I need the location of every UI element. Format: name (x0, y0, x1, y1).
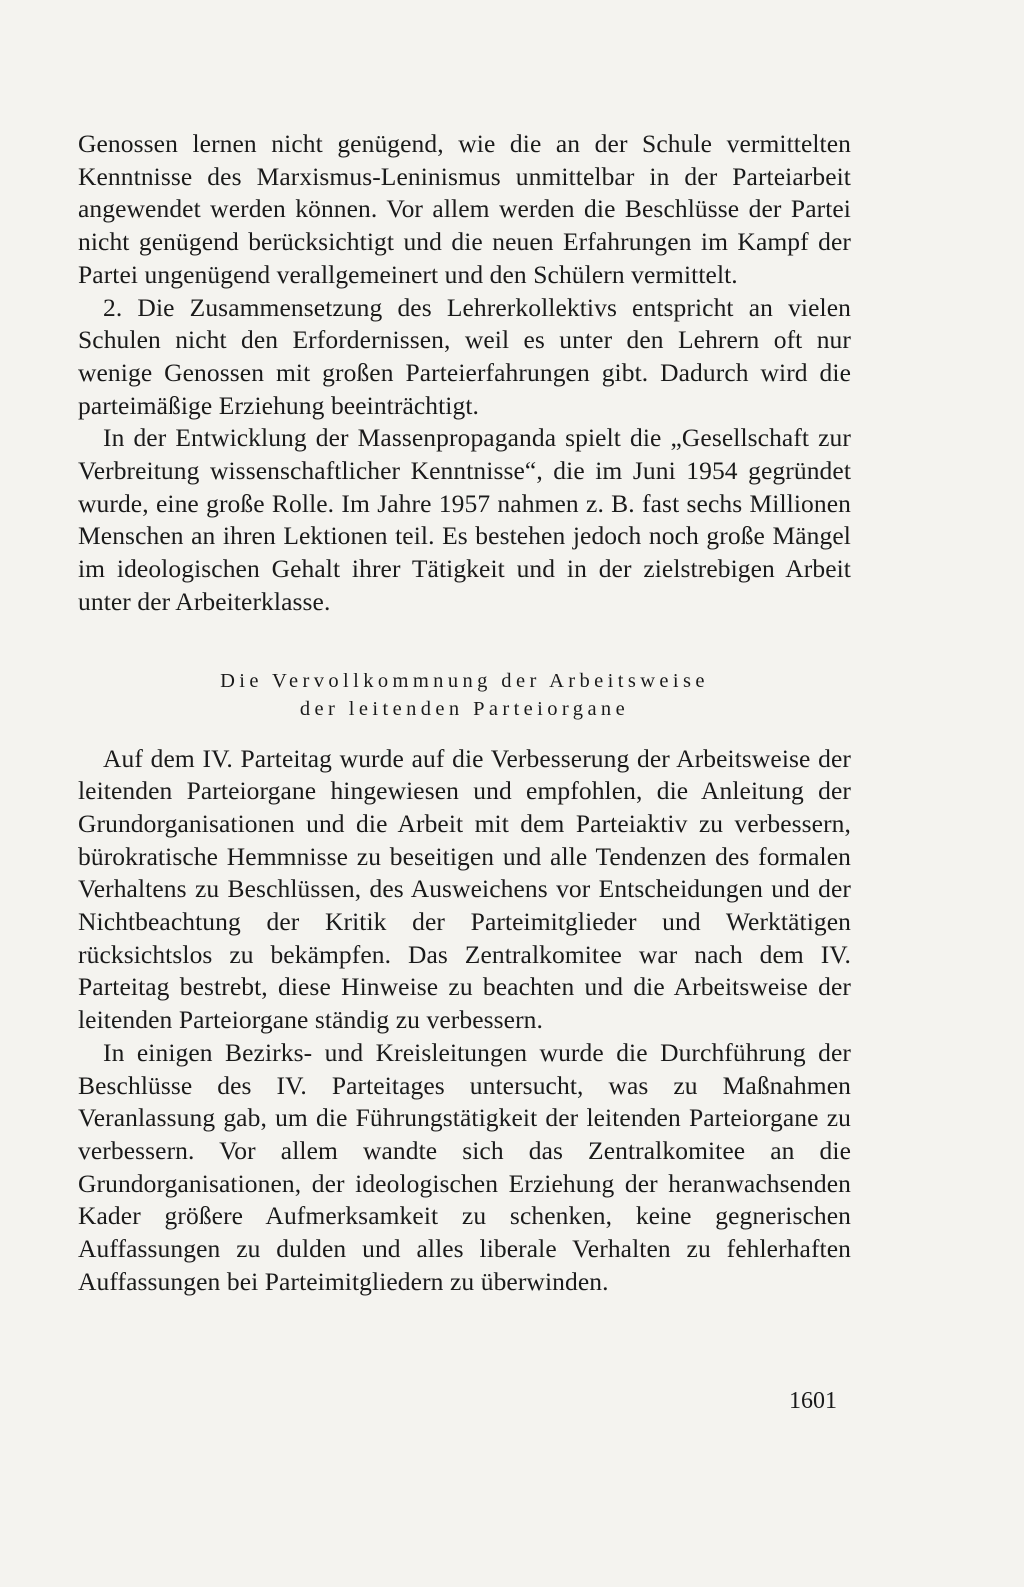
section-heading-line: der leitenden Parteiorgane (299, 697, 630, 720)
page-body (78, 128, 851, 1299)
paragraph: 2. Die Zusammensetzung des Lehrerkollektivs entspricht an vielen Schulen nicht den Erfordernissen, weil es unter den Lehrern oft nur wenige Genossen mit großen Parteierfahrungen gibt. Dadurch wird die parteimäßige Erziehung beeinträchtigt. (78, 292, 851, 420)
section-heading-line: Die Vervollkommnung der Arbeitsweise (220, 669, 709, 692)
page-number: 1601 (789, 1388, 837, 1414)
paragraph: Auf dem IV. Parteitag wurde auf die Verbesserung der Arbeitsweise der leitenden Parteiorgane hingewiesen und empfohlen, die Anleitung der Grundorganisationen und die Arbeit mit dem Parteiaktiv zu verbessern, bürokratische Hemmnisse zu beseitigen und alle Tendenzen des formalen Verhaltens zu Beschlüssen, des Ausweichens vor Entscheidungen und der Nichtbeachtung der Kritik der Parteimitglieder und Werktätigen rücksichtslos zu bekämpfen. Das Zentralkomitee war nach dem IV. Parteitag bestrebt, diese Hinweise zu beachten und die Arbeitsweise der leitenden Parteiorgane ständig zu verbessern. (78, 743, 851, 1035)
paragraph: In der Entwicklung der Massenpropaganda spielt die „Gesellschaft zur Verbreitung wissenschaftlicher Kenntnisse“, die im Juni 1954 gegründet wurde, eine große Rolle. Im Jahre 1957 nahmen z. B. fast sechs Millionen Menschen an ihren Lektionen teil. Es bestehen jedoch noch große Mängel im ideologischen Gehalt ihrer Tätigkeit und in der zielstrebigen Arbeit unter der Arbeiterklasse. (78, 423, 851, 616)
paragraph: In einigen Bezirks- und Kreisleitungen wurde die Durchführung der Beschlüsse des IV. Parteitages untersucht, was zu Maßnahmen Veranlassung gab, um die Führungstätigkeit der leitenden Parteiorgane zu verbessern. Vor allem wandte sich das Zentralkomitee an die Grundorganisationen, der ideologischen Erziehung der heranwachsenden Kader größere Aufmerksamkeit zu schenken, keine gegnerischen Auffassungen zu dulden und alles liberale Verhalten zu fehlerhaften Auffassungen bei Parteimitgliedern zu überwinden. (78, 1037, 851, 1296)
paragraph: Genossen lernen nicht genügend, wie die an der Schule vermittelten Kenntnisse des Marxismus-Leninismus unmittelbar in der Parteiarbeit angewendet werden können. Vor allem werden die Beschlüsse der Partei nicht genügend berücksichtigt und die neuen Erfahrungen im Kampf der Partei ungenügend verallgemeinert und den Schülern vermittelt. (78, 129, 851, 289)
section-heading (78, 667, 851, 723)
